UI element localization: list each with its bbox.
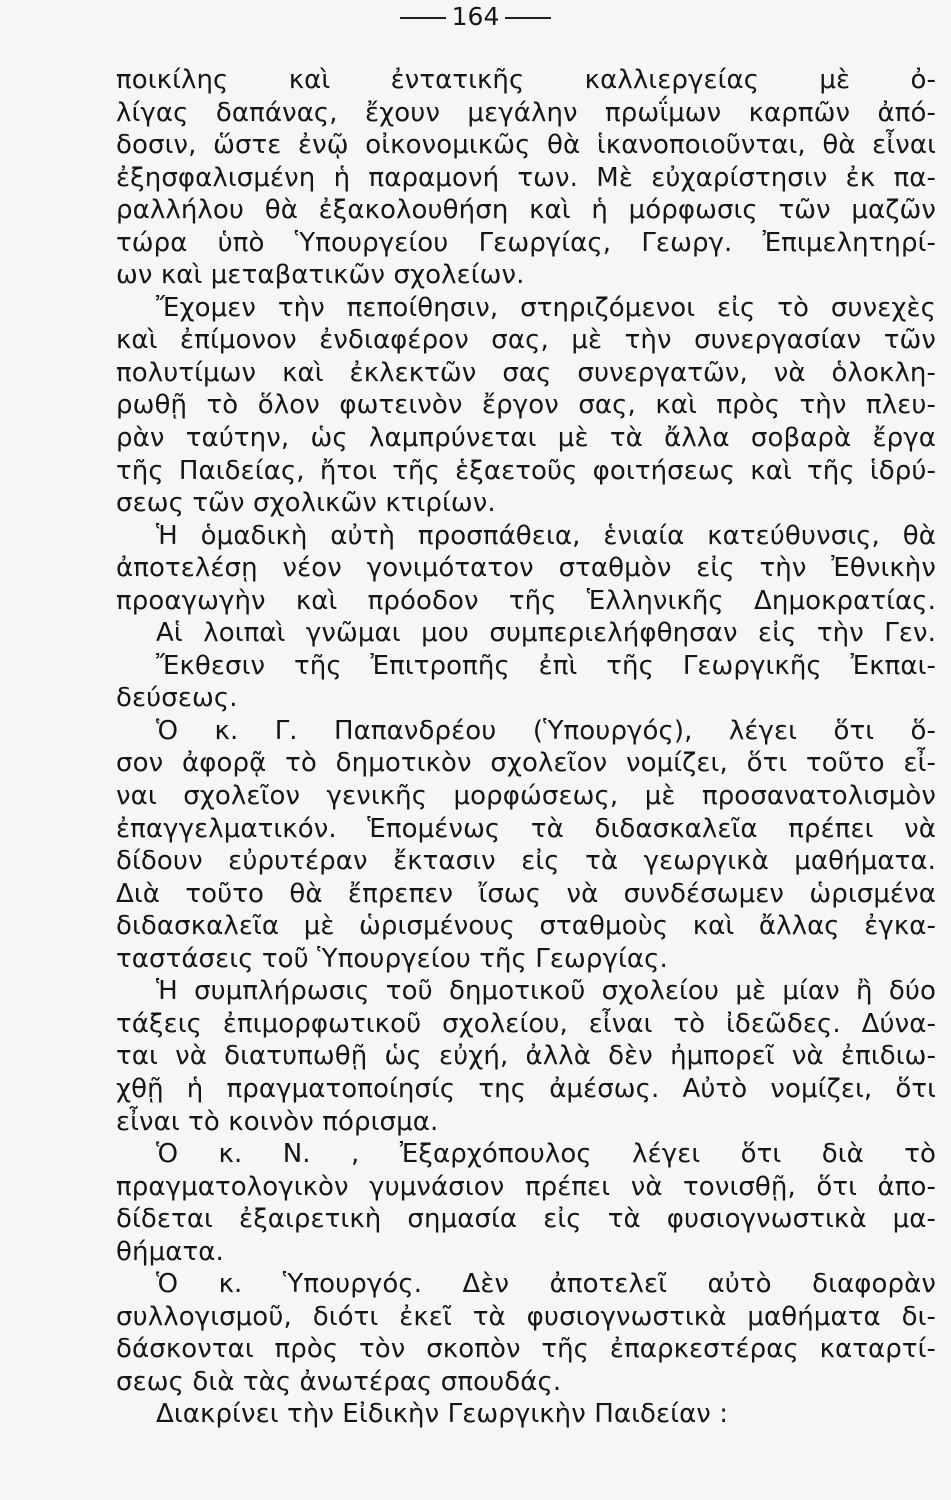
text-line: δοσιν, ὥστε ἐνῷ οἰκονομικῶς θὰ ἱκανοποιοῦνται, θὰ εἶναι	[116, 130, 936, 161]
text-line: θήματα.	[116, 1236, 224, 1267]
text-line: Αἱ λοιπαὶ γνῶμαι μου συμπεριελήφθησαν εἰς τὴν Γεν.	[156, 618, 936, 649]
text-line: ναι σχολεῖον γενικῆς μορφώσεως, μὲ προσανατολισμὸν	[116, 781, 936, 812]
text-line: δεύσεως.	[116, 683, 238, 714]
text-line: τώρα ὑπὸ Ὑπουργείου Γεωργίας, Γεωργ. Ἐπιμελητηρί-	[116, 227, 936, 258]
text-line: Ὁ κ. Ὑπουργός. Δὲν ἀποτελεῖ αὐτὸ διαφορὰν	[156, 1269, 936, 1300]
text-line: ἐπαγγελματικόν. Ἑπομένως τὰ διδασκαλεῖα πρέπει νὰ	[116, 813, 936, 844]
left-dash	[400, 17, 446, 19]
text-line: δίδεται ἐξαιρετικὴ σημασία εἰς τὰ φυσιογνωστικὰ μα-	[116, 1204, 936, 1235]
text-line: ἐξησφαλισμένη ἡ παραμονή των. Μὲ εὐχαρίστησιν ἐκ πα-	[116, 162, 936, 193]
text-line: καὶ ἐπίμονον ἐνδιαφέρον σας, μὲ τὴν συνεργασίαν τῶν	[116, 325, 936, 356]
page-number-header	[0, 0, 951, 34]
right-dash	[505, 17, 551, 19]
text-line: πραγματολογικὸν γυμνάσιον πρέπει νὰ τονισθῇ, ὅτι ἀπο-	[116, 1171, 936, 1202]
text-line: δίδουν εὐρυτέραν ἔκτασιν εἰς τὰ γεωργικὰ μαθήματα.	[116, 846, 936, 877]
text-line: ποικίλης καὶ ἐντατικῆς καλλιεργείας μὲ ὀ-	[116, 65, 936, 95]
text-line: Ὁ κ. Ν. , Ἐξαρχόπουλος λέγει ὅτι διὰ τὸ	[156, 1139, 936, 1170]
text-line: Ὁ κ. Γ. Παπανδρέου (Ὑπουργός), λέγει ὅτι ὅ-	[156, 715, 936, 746]
text-line: ἀποτελέσῃ νέον γονιμότατον σταθμὸν εἰς τὴν Ἐθνικὴν	[116, 553, 936, 584]
text-line: διδασκαλεῖα μὲ ὡρισμένους σταθμοὺς καὶ ἄλλας ἐγκα-	[116, 911, 936, 942]
text-line: σεως διὰ τὰς ἀνωτέρας σπουδάς.	[116, 1366, 562, 1397]
text-line: τάξεις ἐπιμορφωτικοῦ σχολείου, εἶναι τὸ ἰδεῶδες. Δύνα-	[116, 1008, 936, 1039]
text-line: ταστάσεις τοῦ Ὑπουργείου τῆς Γεωργίας.	[116, 943, 668, 974]
text-line: λίγας δαπάνας, ἔχουν μεγάλην πρωΐμων καρπῶν ἀπό-	[116, 97, 936, 128]
text-line: ρὰν ταύτην, ὡς λαμπρύνεται μὲ τὰ ἄλλα σοβαρὰ ἔργα	[116, 423, 936, 454]
text-line: Διὰ τοῦτο θὰ ἔπρεπεν ἴσως νὰ συνδέσωμεν ὡρισμένα	[116, 878, 936, 909]
text-line: προαγωγὴν καὶ πρόοδον τῆς Ἑλληνικῆς Δημοκρατίας.	[116, 585, 936, 616]
text-line: τῆς Παιδείας, ἤτοι τῆς ἑξαετοῦς φοιτήσεως καὶ τῆς ἱδρύ-	[116, 455, 936, 486]
text-line: ται νὰ διατυπωθῇ ὡς εὐχή, ἀλλὰ δὲν ἠμπορεῖ νὰ ἐπιδιω-	[116, 1041, 936, 1072]
text-line: δάσκονται πρὸς τὸν σκοπὸν τῆς ἐπαρκεστέρας καταρτί-	[116, 1334, 936, 1365]
body-text	[116, 64, 936, 1431]
text-line: Ἡ συμπλήρωσις τοῦ δημοτικοῦ σχολείου μὲ μίαν ἢ δύο	[156, 976, 936, 1007]
text-line: συλλογισμοῦ, διότι ἐκεῖ τὰ φυσιογνωστικὰ μαθήματα δι-	[116, 1301, 936, 1332]
text-line: ραλλήλου θὰ ἐξακολουθήση καὶ ἡ μόρφωσις τῶν μαζῶν	[116, 195, 936, 226]
text-line: ρωθῇ τὸ ὅλον φωτεινὸν ἔργον σας, καὶ πρὸς τὴν πλευ-	[116, 390, 936, 421]
text-line: Ἡ ὁμαδικὴ αὐτὴ προσπάθεια, ἑνιαία κατεύθυνσις, θὰ	[156, 520, 936, 551]
text-line: χθῇ ἡ πραγματοποίησίς της ἀμέσως. Αὐτὸ νομίζει, ὅτι	[116, 1073, 936, 1104]
page-number: 164	[451, 2, 500, 31]
text-line: πολυτίμων καὶ ἐκλεκτῶν σας συνεργατῶν, νὰ ὁλοκλη-	[116, 357, 936, 388]
text-line: σεως τῶν σχολικῶν κτιρίων.	[116, 488, 496, 519]
text-line: Ἔχομεν τὴν πεποίθησιν, στηριζόμενοι εἰς τὸ συνεχὲς	[156, 292, 936, 323]
text-line: εἶναι τὸ κοινὸν πόρισμα.	[116, 1106, 439, 1137]
text-line: Διακρίνει τὴν Εἰδικὴν Γεωργικὴν Παιδείαν :	[156, 1399, 729, 1430]
text-line: σον ἀφορᾷ τὸ δημοτικὸν σχολεῖον νομίζει, ὅτι τοῦτο εἶ-	[116, 748, 936, 779]
text-line: ων καὶ μεταβατικῶν σχολείων.	[116, 260, 525, 291]
text-line: Ἔκθεσιν τῆς Ἐπιτροπῆς ἐπὶ τῆς Γεωργικῆς Ἐκπαι-	[156, 650, 936, 681]
